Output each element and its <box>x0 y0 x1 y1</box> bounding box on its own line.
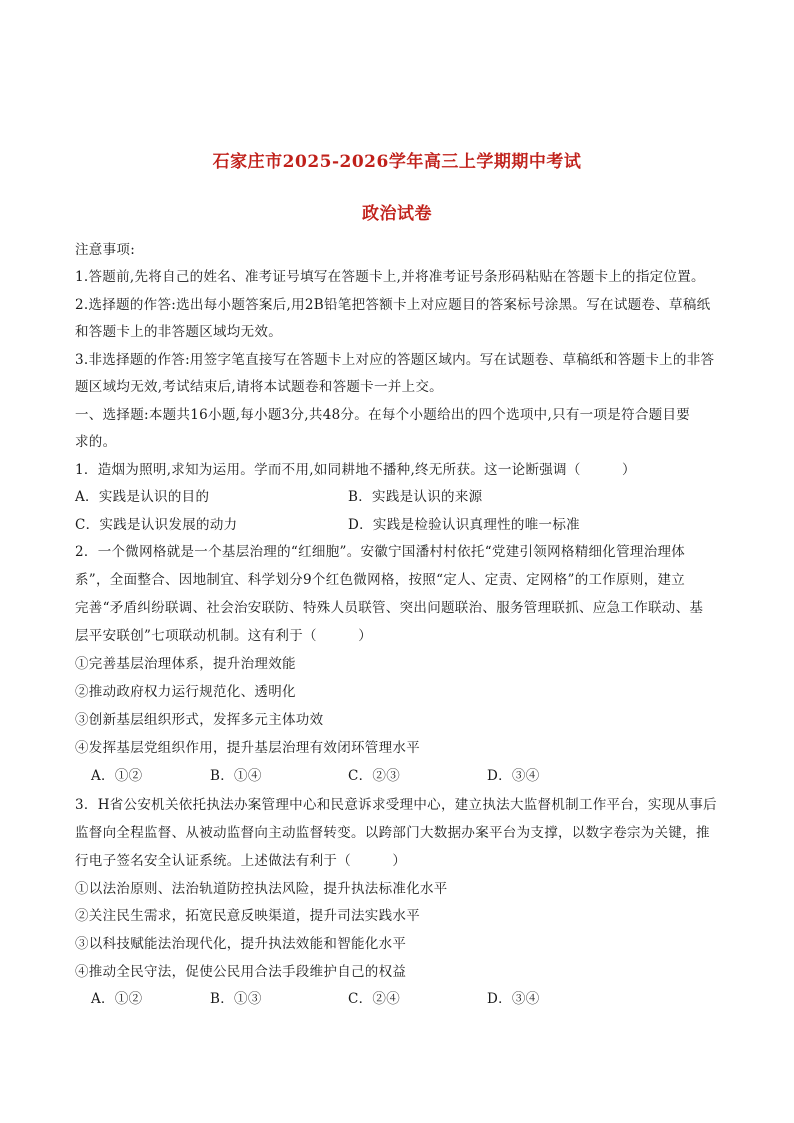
q3-stem-line-2: 监督向全程监督、从被动监督向主动监督转变。以跨部门大数据办案平台为支撑，以数字卷宗为关键，推 <box>75 825 710 841</box>
q3-statement-2: ②关注民生需求，拓宽民意反映渠道，提升司法实践水平 <box>75 908 420 924</box>
note-3-line-1: 3.非选择题的作答:用签字笔直接写在答题卡上对应的答题区域内。写在试题卷、草稿纸和答题卡上的非答 <box>75 352 715 368</box>
q1-option-b: B．实践是认识的来源 <box>348 489 483 505</box>
q2-statement-1: ①完善基层治理体系，提升治理效能 <box>75 656 296 672</box>
note-2-line-1: 2.选择题的作答:选出每小题答案后,用2B铅笔把答额卡上对应题目的答案标号涂黑。写在试题卷、草稿纸 <box>75 297 711 313</box>
note-3-line-2: 题区域均无效,考试结束后,请将本试题卷和答题卡一并上交。 <box>75 379 443 395</box>
q3-statement-1: ①以法治原则、法治轨道防控执法风险，提升执法标准化水平 <box>75 881 448 897</box>
q2-option-b: B．①④ <box>210 768 262 784</box>
q2-stem-line-1: 2．一个微网格就是一个基层治理的“红细胞”。安徽宁国潘村村依托“党建引领网格精细化管理治理体 <box>75 544 686 560</box>
q3-option-a: A．①② <box>91 991 143 1007</box>
q2-stem-line-3: 完善“矛盾纠纷联调、社会治安联防、特殊人员联管、突出问题联治、服务管理联抓、应急工作联动、基 <box>75 600 704 616</box>
notes-heading: 注意事项: <box>75 242 136 258</box>
note-2-line-2: 和答题卡上的非答题区域均无效。 <box>75 324 282 340</box>
q2-option-a: A．①② <box>91 768 143 784</box>
q3-option-c: C．②④ <box>348 991 401 1007</box>
q2-statement-3: ③创新基层组织形式，发挥多元主体功效 <box>75 712 324 728</box>
q1-stem: 1．造烟为照明,求知为运用。学而不用,如同耕地不播种,终无所获。这一论断强调（ ） <box>75 462 636 478</box>
q2-option-c: C．②③ <box>348 768 401 784</box>
q1-option-c: C．实践是认识发展的动力 <box>75 517 238 533</box>
q3-stem-line-1: 3．H省公安机关依托执法办案管理中心和民意诉求受理中心，建立执法大监督机制工作平台，实现从事后 <box>75 797 717 813</box>
q1-option-d: D．实践是检验认识真理性的唯一标准 <box>348 517 580 533</box>
q2-stem-line-2: 系”，全面整合、因地制宜、科学划分9个红色微网格，按照“定人、定责、定网格”的工作原则，建立 <box>75 572 686 588</box>
note-1: 1.答题前,先将自己的姓名、准考证号填写在答题卡上,并将准考证号条形码粘贴在答题卡上的指定位置。 <box>75 269 705 285</box>
q3-option-b: B．①③ <box>210 991 262 1007</box>
q3-statement-3: ③以科技赋能法治现代化，提升执法效能和智能化水平 <box>75 936 407 952</box>
section-1-line-2: 求的。 <box>75 434 117 450</box>
q2-stem-line-4: 层平安联创”七项联动机制。这有利于（ ） <box>75 628 373 644</box>
section-1-line-1: 一、选择题:本题共16小题,每小题3分,共48分。在每个小题给出的四个选项中,只有一项是符合题目要 <box>75 407 691 423</box>
q2-statement-2: ②推动政府权力运行规范化、透明化 <box>75 684 296 700</box>
q2-statement-4: ④发挥基层党组织作用，提升基层治理有效闭环管理水平 <box>75 740 420 756</box>
q3-option-d: D．③④ <box>487 991 540 1007</box>
q1-option-a: A．实践是认识的目的 <box>75 489 210 505</box>
q3-statement-4: ④推动全民守法，促使公民用合法手段维护自己的权益 <box>75 964 407 980</box>
exam-title: 石家庄市2025-2026学年高三上学期期中考试 <box>212 152 582 172</box>
q2-option-d: D．③④ <box>487 768 540 784</box>
q3-stem-line-3: 行电子签名安全认证系统。上述做法有利于（ ） <box>75 853 407 869</box>
exam-subtitle: 政治试卷 <box>362 204 432 224</box>
